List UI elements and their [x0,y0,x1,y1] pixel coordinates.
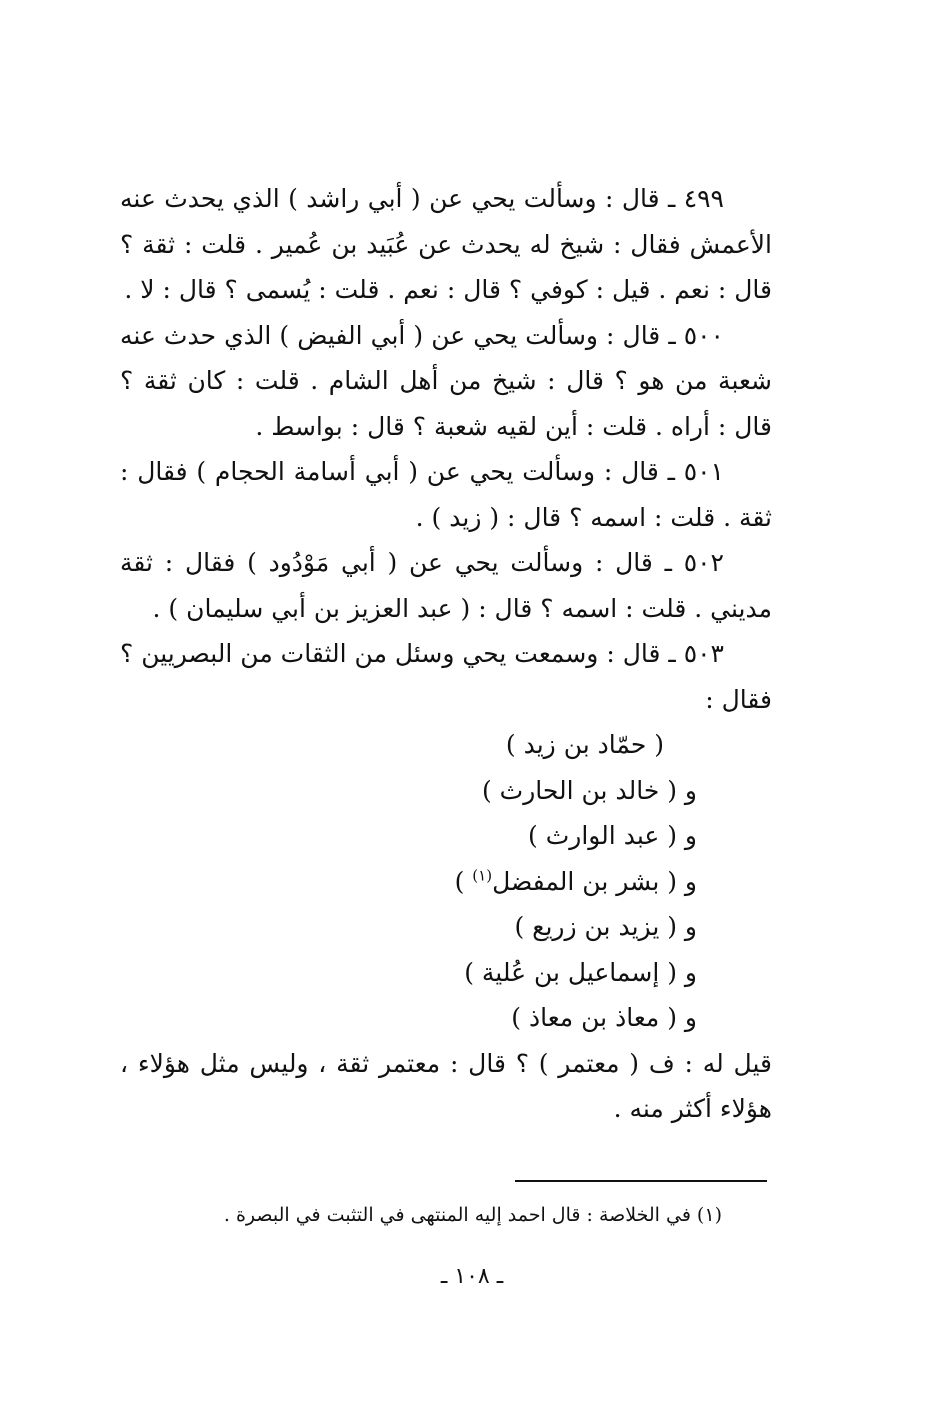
footnote-text: (١) في الخلاصة : قال احمد إليه المنتهى في التثبت في البصرة . [223,1204,722,1226]
list-item [120,950,772,996]
list-item [120,768,772,814]
footnote-marker: (١) [472,866,493,885]
list-item [120,859,772,905]
list-item [120,813,772,859]
entry-502: ٥٠٢ ـ قال : وسألت يحي عن ( أبي مَوْدُود ) فقال : ثقة مديني . قلت : اسمه ؟ قال : ( عبد العزيز بن أبي سليمان ) . [120,548,772,623]
narrator-name: و ( يزيد بن زريع ) [514,912,697,941]
narrator-name: و ( خالد بن الحارث ) [481,775,697,805]
list-item [120,904,772,950]
main-text [120,176,772,1132]
entry-500: ٥٠٠ ـ قال : وسألت يحي عن ( أبي الفيض ) الذي حدث عنه شعبة من هو ؟ قال : شيخ من أهل الشام . قلت : كان ثقة ؟ قال : أراه . قلت : أين لقيه شعبة ؟ قال : بواسط . [120,320,772,441]
list-item [120,995,772,1041]
closing-paragraph: قيل له : ف ( معتمر ) ؟ قال : معتمر ثقة ، وليس مثل هؤلاء ، هؤلاء أكثر منه . [120,1048,772,1123]
narrator-name: ( حمّاد بن زيد ) [505,730,664,759]
entry-499: ٤٩٩ ـ قال : وسألت يحي عن ( أبي راشد ) الذي يحدث عنه الأعمش فقال : شيخ له يحدث عن عُبَيد بن عُمير . قلت : ثقة ؟ قال : نعم . قيل : كوفي ؟ قال : نعم . قلت : يُسمى ؟ قال : لا . [120,184,772,304]
narrator-name: و ( معاذ بن معاذ ) [511,1003,697,1032]
narrator-name: و ( إسماعيل بن عُلية ) [464,957,697,987]
narrator-name: و ( بشر بن المفضل [492,866,697,896]
entry-503: ٥٠٣ ـ قال : وسمعت يحي وسئل من الثقات من البصريين ؟ فقال : [120,639,772,714]
narrator-name: و ( عبد الوارث ) [528,821,697,850]
narrator-name-close: ) [454,866,473,896]
footnote-divider [515,1180,767,1182]
list-item [120,722,772,768]
page-number: ـ ١٠٨ ـ [440,1264,504,1289]
entry-501: ٥٠١ ـ قال : وسألت يحي عن ( أبي أسامة الحجام ) فقال : ثقة . قلت : اسمه ؟ قال : ( زيد ) . [120,457,772,532]
narrators-list [120,722,772,1041]
